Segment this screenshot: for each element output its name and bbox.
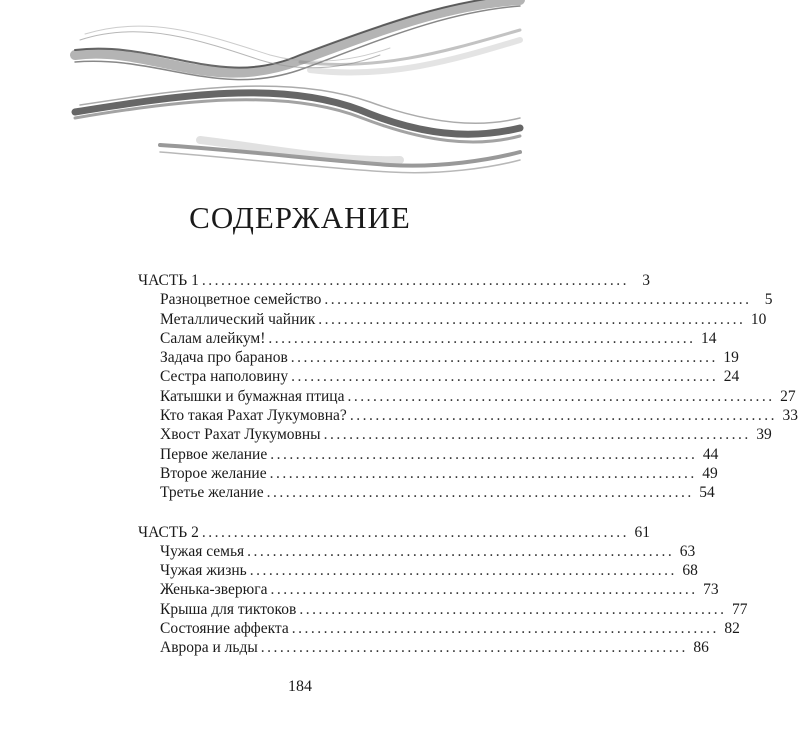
toc-entry bbox=[138, 425, 772, 444]
entry-title: Состояние аффекта bbox=[160, 620, 289, 638]
entry-title: Аврора и льды bbox=[160, 639, 258, 657]
dot-leader: ................................................................... bbox=[247, 542, 675, 560]
dot-leader: ................................................................... bbox=[324, 291, 752, 309]
dot-leader: ................................................................... bbox=[260, 639, 688, 657]
entry-title: Металлический чайник bbox=[160, 310, 316, 328]
entry-title: Чужая жизнь bbox=[160, 562, 247, 580]
toc-entry bbox=[138, 580, 719, 599]
page-number: 184 bbox=[288, 678, 312, 695]
entry-page: 24 bbox=[723, 368, 740, 386]
entry-title: Крыша для тиктоков bbox=[160, 600, 297, 618]
entry-page: 77 bbox=[731, 600, 748, 618]
entry-title: Катышки и бумажная птица bbox=[160, 387, 345, 405]
dot-leader: ................................................................... bbox=[349, 407, 777, 425]
entry-title: Кто такая Рахат Лукумовна? bbox=[160, 407, 347, 425]
dot-leader: ................................................................... bbox=[299, 600, 727, 618]
entry-page: 33 bbox=[782, 407, 798, 425]
dot-leader: ................................................................... bbox=[290, 349, 718, 367]
decorative-ribbon-illustration bbox=[0, 0, 600, 200]
dot-leader: ................................................................... bbox=[249, 562, 677, 580]
part-page: 61 bbox=[634, 523, 650, 541]
entry-title: Чужая семья bbox=[160, 542, 245, 560]
entry-page: 82 bbox=[724, 620, 740, 638]
page-title: СОДЕРЖАНИЕ bbox=[189, 200, 411, 235]
upper-ribbon bbox=[75, 0, 520, 80]
entry-title: Первое желание bbox=[160, 445, 268, 463]
dot-leader: ................................................................... bbox=[323, 426, 751, 444]
toc-part-1 bbox=[138, 271, 650, 290]
toc-entry bbox=[138, 445, 719, 464]
toc-entry bbox=[138, 542, 696, 561]
entry-title: Третье желание bbox=[160, 484, 264, 502]
toc-entry bbox=[138, 483, 715, 502]
toc-entry bbox=[138, 387, 796, 406]
part-title: ЧАСТЬ 2 bbox=[138, 523, 199, 541]
dot-leader: ................................................................... bbox=[291, 620, 719, 638]
toc-entry bbox=[138, 290, 773, 309]
part-title: ЧАСТЬ 1 bbox=[138, 272, 199, 289]
entry-page: 68 bbox=[682, 562, 698, 580]
dot-leader: ................................................................... bbox=[269, 464, 697, 482]
entry-page: 44 bbox=[702, 445, 719, 463]
dot-leader: ................................................................... bbox=[268, 329, 696, 347]
entry-title: Хвост Рахат Лукумовны bbox=[160, 426, 321, 444]
dot-leader: ................................................................... bbox=[291, 368, 719, 386]
entry-page: 19 bbox=[723, 349, 739, 367]
toc-entry bbox=[138, 406, 798, 425]
toc-entry bbox=[138, 310, 767, 329]
entry-page: 49 bbox=[702, 464, 718, 482]
entry-title: Женька-зверюга bbox=[160, 581, 268, 599]
dot-leader: ................................................................... bbox=[266, 484, 694, 502]
entry-page: 5 bbox=[764, 291, 773, 309]
toc-entry bbox=[138, 348, 739, 367]
entry-title: Разноцветное семейство bbox=[160, 291, 322, 309]
entry-page: 73 bbox=[703, 581, 719, 599]
toc-entry bbox=[138, 329, 717, 348]
dot-leader: ................................................................... bbox=[270, 581, 698, 599]
toc-entry bbox=[138, 367, 740, 386]
section-spacer bbox=[138, 503, 442, 523]
entry-title: Задача про баранов bbox=[160, 349, 288, 367]
toc-entry bbox=[138, 561, 698, 580]
entry-page: 54 bbox=[699, 484, 715, 502]
table-of-contents bbox=[138, 271, 798, 658]
entry-page: 39 bbox=[756, 426, 772, 444]
dot-leader: ................................................................... bbox=[270, 445, 698, 463]
entry-page: 27 bbox=[780, 387, 796, 405]
entry-title: Второе желание bbox=[160, 464, 267, 482]
toc-entry bbox=[138, 464, 718, 483]
dot-leader: ................................................................... bbox=[201, 272, 629, 289]
toc-part-2 bbox=[138, 523, 650, 542]
lower-ribbon bbox=[75, 86, 520, 173]
entry-page: 14 bbox=[701, 329, 717, 347]
toc-entry bbox=[138, 600, 748, 619]
entry-page: 63 bbox=[679, 542, 696, 560]
entry-title: Сестра наполовину bbox=[160, 368, 289, 386]
dot-leader: ................................................................... bbox=[347, 387, 775, 405]
dot-leader: ................................................................... bbox=[318, 310, 746, 328]
dot-leader: ................................................................... bbox=[201, 523, 629, 541]
entry-title: Салам алейкум! bbox=[160, 329, 266, 347]
entry-page: 86 bbox=[693, 639, 709, 657]
entry-page: 10 bbox=[750, 310, 767, 328]
toc-entry bbox=[138, 638, 709, 657]
toc-entry bbox=[138, 619, 740, 638]
part-page: 3 bbox=[642, 272, 650, 289]
